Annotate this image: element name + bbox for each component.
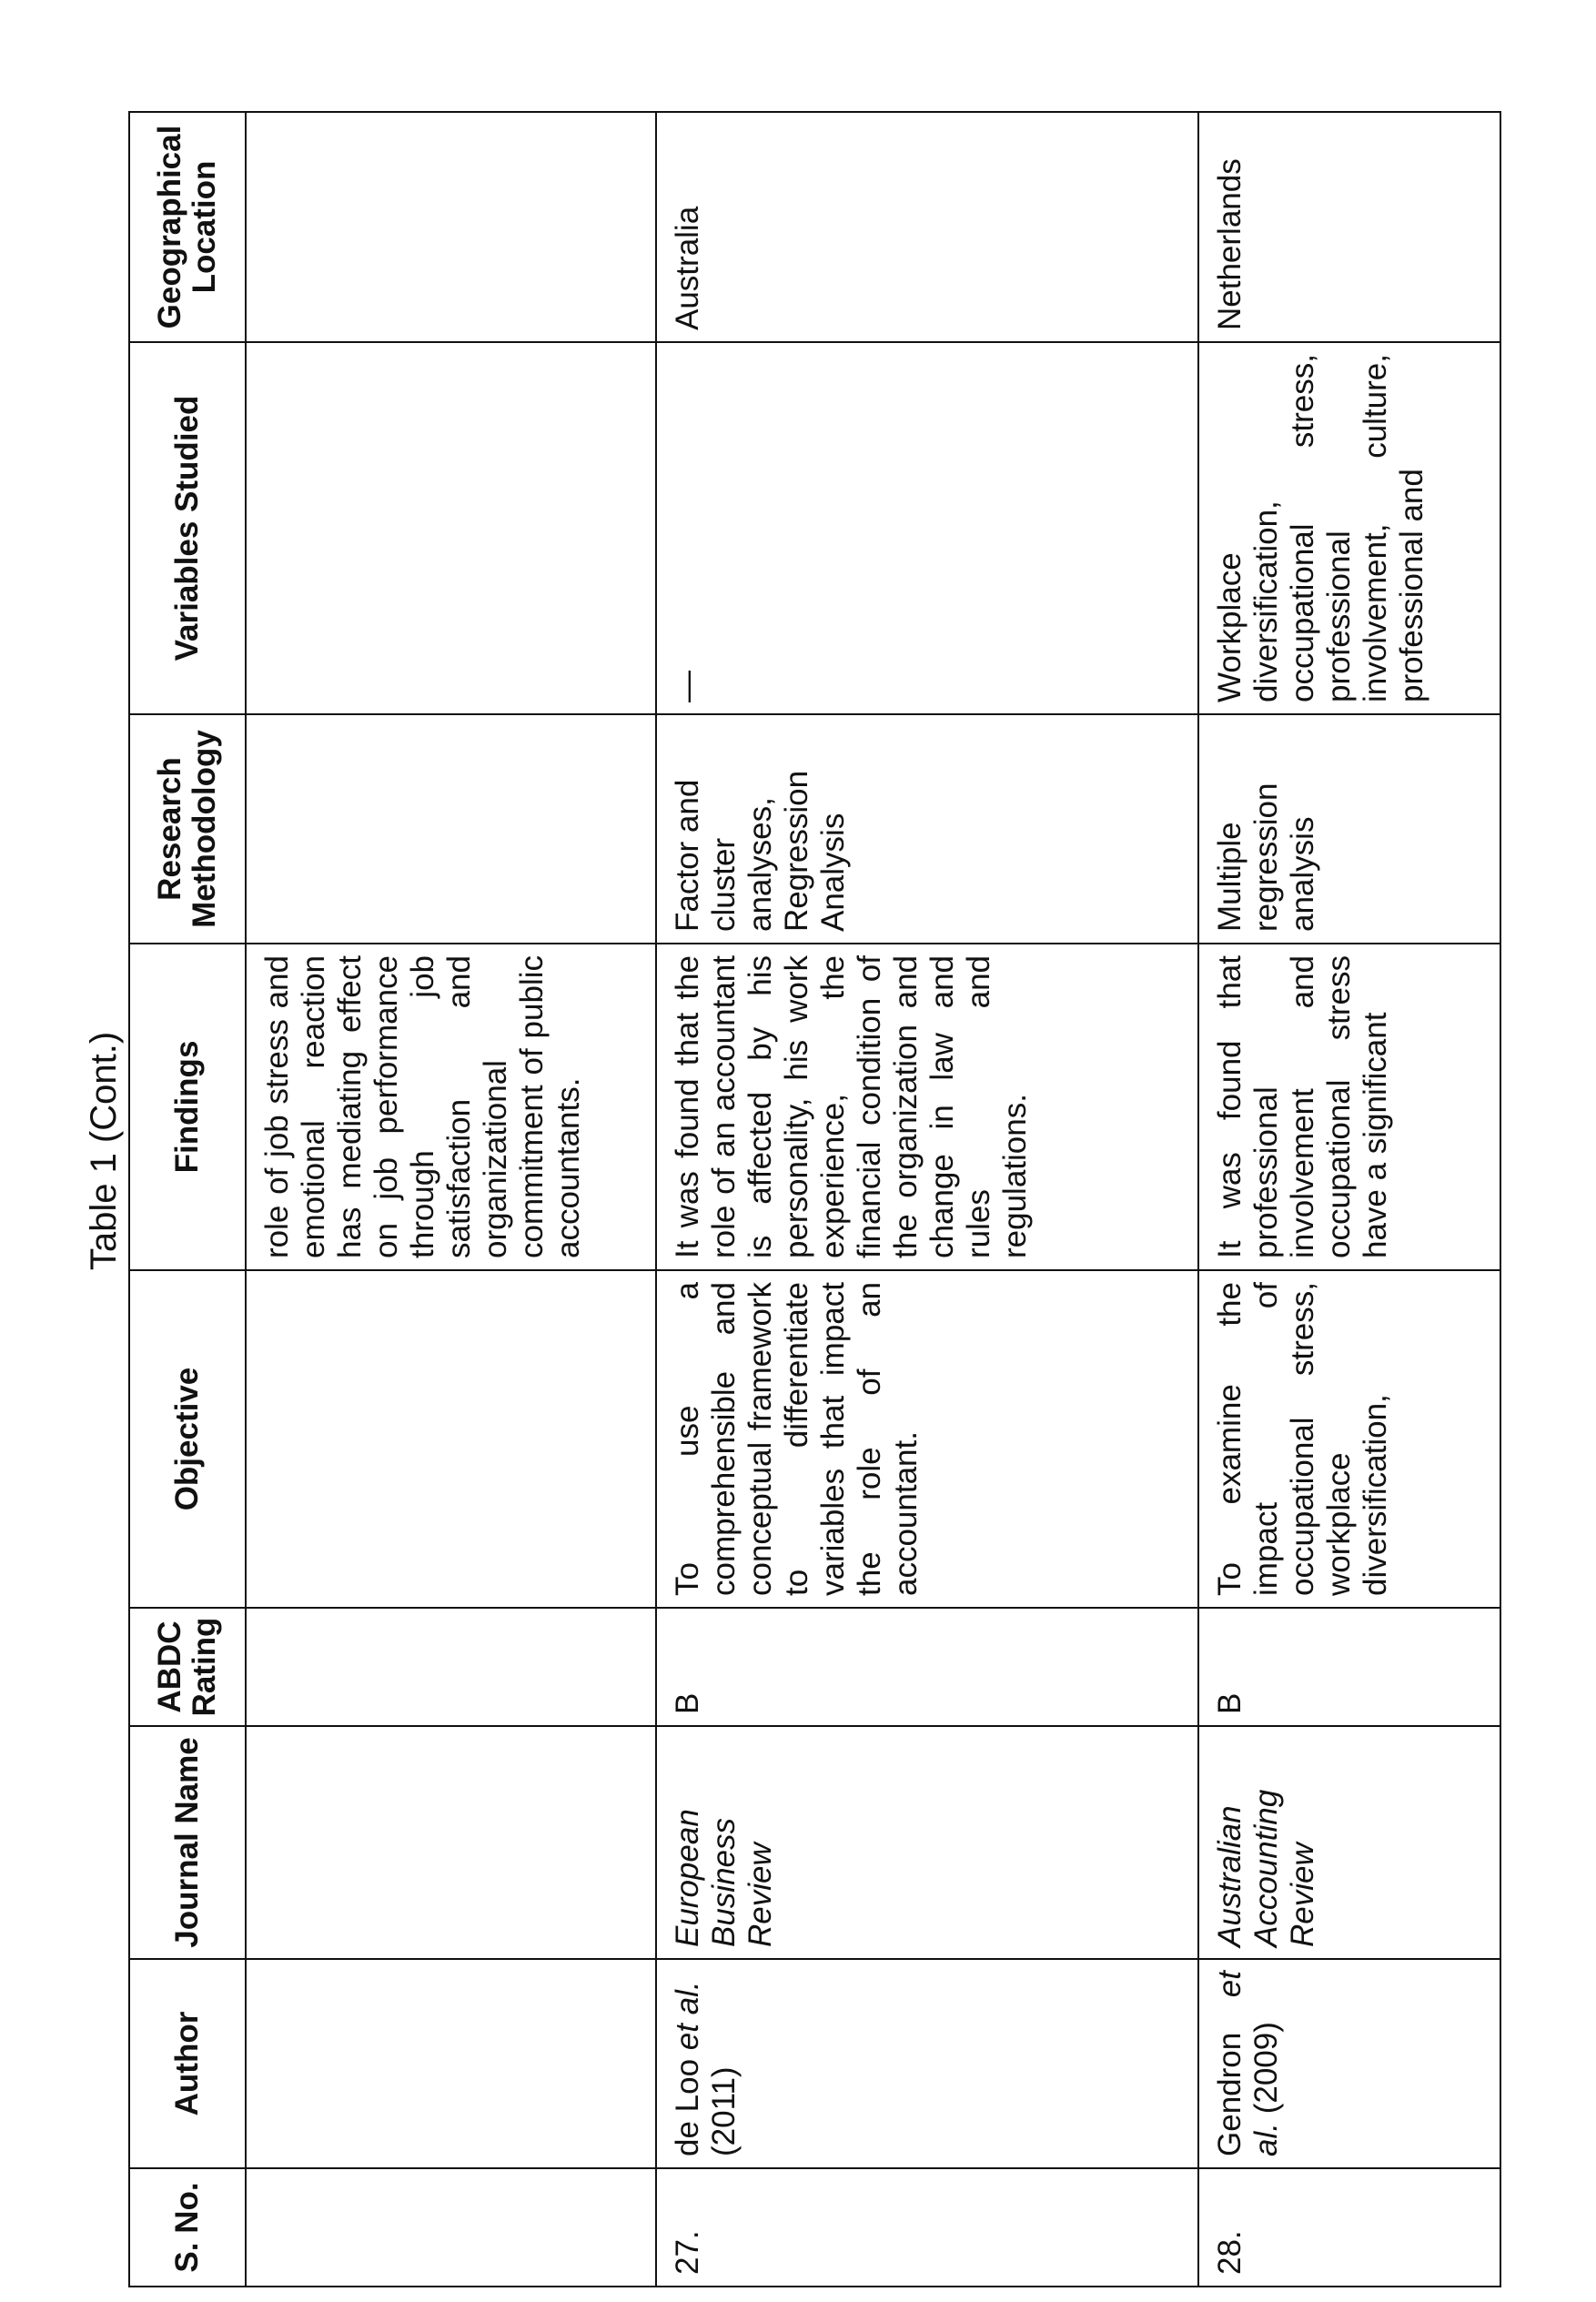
cell-variables: Workplace diversification, occupational stress, professional involvement, culture, professional and xyxy=(1198,342,1500,714)
cell-objective xyxy=(246,1270,656,1608)
author-name: Gendron xyxy=(1212,1997,1248,2156)
cell-sno: 28. xyxy=(1198,2168,1500,2287)
cell-variables xyxy=(246,342,656,714)
cell-sno xyxy=(246,2168,656,2287)
literature-table xyxy=(128,111,1501,2287)
cell-journal: Australian Accounting Review xyxy=(1198,1726,1500,1959)
header-journal: Journal Name xyxy=(129,1726,246,1959)
table-row xyxy=(246,112,656,2287)
table-row xyxy=(1198,112,1500,2287)
author-etal: et al. xyxy=(1212,1971,1284,2156)
header-method: Research Methodology xyxy=(129,714,246,944)
cell-location: Australia xyxy=(656,112,1198,342)
cell-findings: It was found that professional involvement and occupational stress have a significant xyxy=(1198,944,1500,1270)
cell-sno: 27. xyxy=(656,2168,1198,2287)
cell-author xyxy=(246,1959,656,2168)
cell-journal xyxy=(246,1726,656,1959)
header-objective: Objective xyxy=(129,1270,246,1608)
header-abdc: ABDC Rating xyxy=(129,1608,246,1726)
header-location: Geographical Location xyxy=(129,112,246,342)
cell-objective: To use a comprehensible and conceptual framework to differentiate variables that impact the role of an accountant. xyxy=(656,1270,1198,1608)
header-sno: S. No. xyxy=(129,2168,246,2287)
cell-objective: To examine the impact of occupational stress, workplace diversification, xyxy=(1198,1270,1500,1608)
cell-variables: — xyxy=(656,342,1198,714)
cell-location: Netherlands xyxy=(1198,112,1500,342)
cell-journal: European Business Review xyxy=(656,1726,1198,1959)
table-row xyxy=(656,112,1198,2287)
cell-abdc xyxy=(246,1608,656,1726)
cell-abdc: B xyxy=(1198,1608,1500,1726)
header-variables: Variables Studied xyxy=(129,342,246,714)
author-year: (2009) xyxy=(1248,2022,1284,2124)
author-name: de Loo xyxy=(670,2050,705,2156)
header-row xyxy=(129,112,246,2287)
cell-author xyxy=(1198,1959,1500,2168)
cell-findings: role of job stress and emotional reaction has mediating effect on job performance through job satisfaction and organizational commitment of public accountants. xyxy=(246,944,656,1270)
cell-location xyxy=(246,112,656,342)
cell-author xyxy=(656,1959,1198,2168)
header-author: Author xyxy=(129,1959,246,2168)
author-year: (2011) xyxy=(706,2066,742,2156)
cell-method xyxy=(246,714,656,944)
cell-findings: It was found that the role of an accountant is affected by his personality, his work experience, the financial condition of the organization and change in law and rules and regulations. xyxy=(656,944,1198,1270)
table-caption: Table 1 (Cont.) xyxy=(84,1031,124,1271)
cell-abdc: B xyxy=(656,1608,1198,1726)
cell-method: Multiple regression analysis xyxy=(1198,714,1500,944)
header-findings: Findings xyxy=(129,944,246,1270)
author-etal: et al. xyxy=(670,1981,705,2051)
cell-method: Factor and cluster analyses, Regression Analysis xyxy=(656,714,1198,944)
